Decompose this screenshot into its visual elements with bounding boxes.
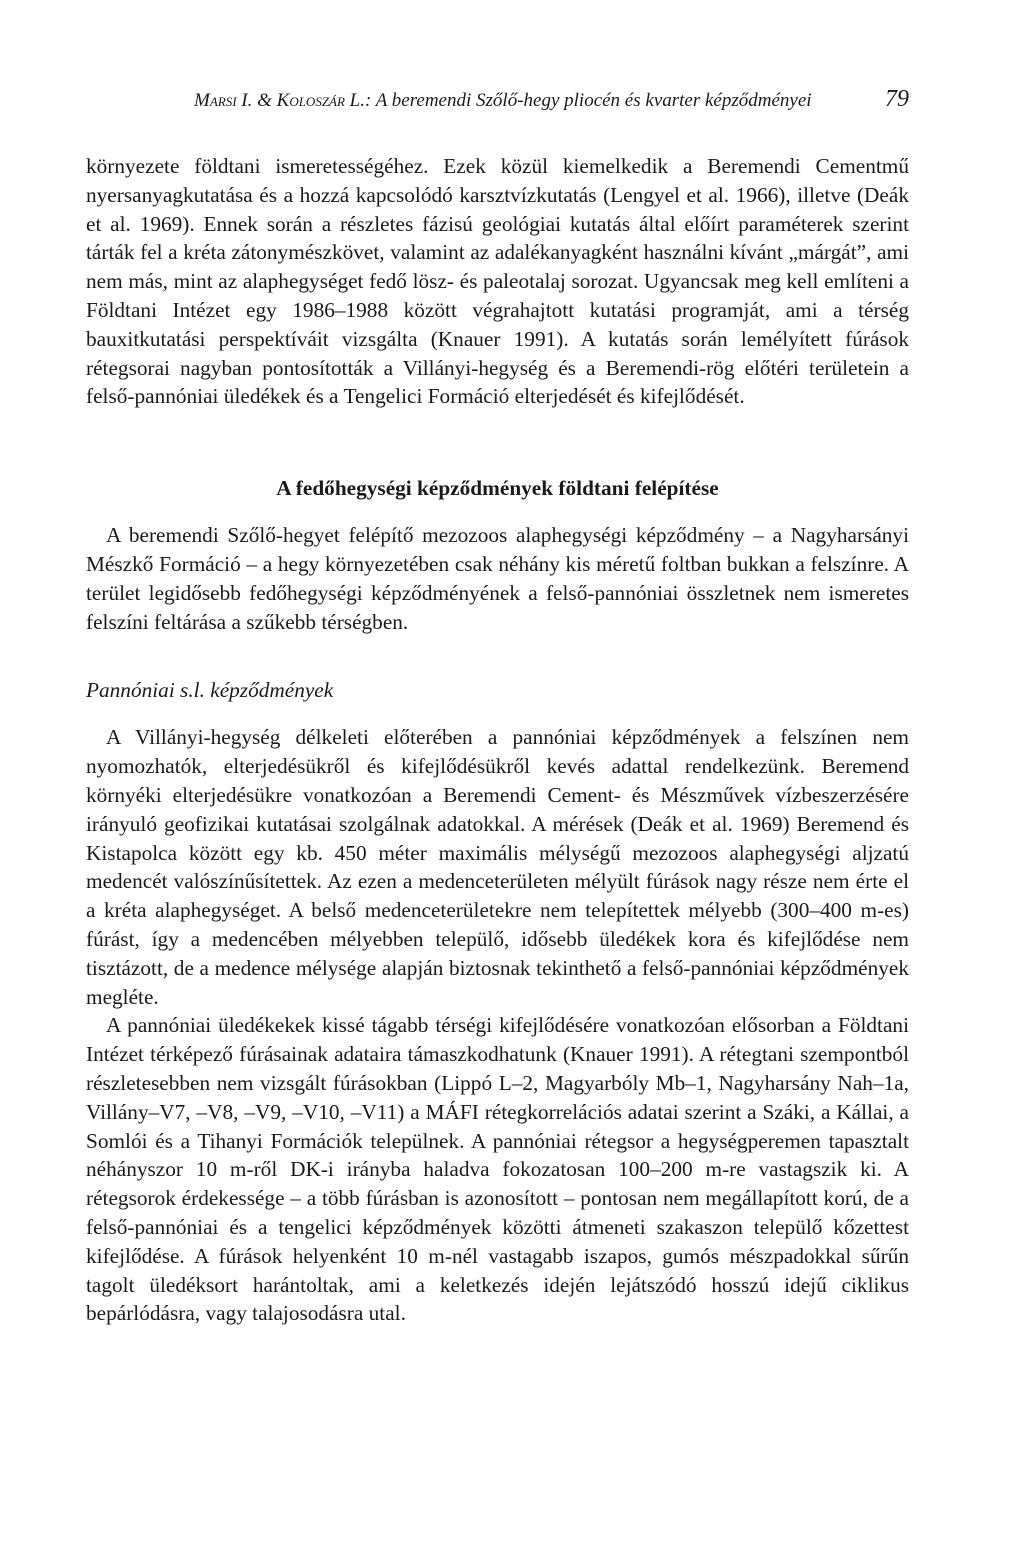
paragraph-pannonian-distribution: A Villányi-hegység délkeleti előterében a pannóniai képződmények a felszínen nem nyomozhatók, elterjedésükről és kifejlődésükről kevés adattal rendelkezünk. Beremend környéki elterjedésükre vonatkozóan a Beremendi Cement- és Mészművek vízbeszerzésére irányuló geofizikai kutatásai szolgálnak adatokkal. A mérések (Deák et al. 1969) Beremend és Kistapolca között egy kb. 450 méter maximális mélységű mezozoos alaphegységi aljzatú medencét valószínűsítettek. Az ezen a medenceterületen mélyült fúrások nagy része nem érte el a kréta alaphegységet. A belső medenceterületekre nem telepítettek mélyebb (300–400 m-es) fúrást, így a medencében mélyebben települő, idősebb üledékek kora és kifejlődése nem tisztázott, de a medence mélysége alapján biztosnak tekinthető a felső-pannóniai képződmények megléte. <box>86 725 909 1009</box>
section-heading: A fedőhegységi képződmények földtani felépítése <box>276 476 719 501</box>
page-number: 79 <box>885 86 909 112</box>
running-header <box>86 86 909 126</box>
page <box>86 86 909 1328</box>
paragraph-pannonian-boreholes: A pannóniai üledékekek kissé tágabb térségi kifejlődésére vonatkozóan elősorban a Földtani Intézet térképező fúrásainak adataira támaszkodhatunk (Knauer 1991). A rétegtani szempontból részletesebben nem vizsgált fúrásokban (Lippó L–2, Magyarbóly Mb–1, Nagyharsány Nah–1a, Villány–V7, –V8, –V9, –V10, –V11) a MÁFI rétegkorrelációs adatai szerint a Száki, a Kállai, a Somlói és a Tihanyi Formációk települnek. A pannóniai rétegsor a hegységperemen tapasztalt néhányszor 10 m-ről DK-i irányba haladva fokozatosan 100–200 m-re vastagszik ki. A rétegsorok érdekessége – a több fúrásban is azonosított – pontosan nem megállapított korú, de a felső-pannóniai és a tengelici képződmények közötti átmeneti szakaszon települő kőzettest kifejlődése. A fúrások helyenként 10 m-nél vastagabb iszapos, gumós mészpadokkal sűrűn tagolt üledéksort harántoltak, ami a keletkezés idején lejátszódó hosszú idejű ciklikus bepárlódásra, vagy talajosodásra utal. <box>86 1013 909 1326</box>
header-title <box>194 90 812 112</box>
paragraph-continuation: környezete földtani ismeretességéhez. Ezek közül kiemelkedik a Beremendi Cementmű nyersanyagkutatása és a hozzá kapcsolódó karsztvízkutatás (Lengyel et al. 1966), illetve (Deák et al. 1969). Ennek során a részletes fázisú geológiai kutatás által előírt paraméterek szerint tárták fel a kréta zátonymészkövet, valamint az adalékanyagként használni kívánt „márgát”, ami nem más, mint az alaphegységet fedő lösz- és paleotalaj sorozat. Ugyancsak meg kell említeni a Földtani Intézet egy 1986–1988 között végrahajtott kutatási programját, ami a térség bauxitkutatási perspektíváit vizsgálta (Knauer 1991). A kutatás során lemélyített fúrások rétegsorai nagyban pontosították a Villányi-hegység és a Beremendi-rög előtéri területein a felső-pannóniai üledékek és a Tengelici Formáció elterjedését és kifejlődését. <box>86 154 909 409</box>
paragraph-basement: A beremendi Szőlő-hegyet felépítő mezozoos alaphegységi képződmény – a Nagyharsányi Mészkő Formáció – a hegy környezetében csak néhány kis méretű foltban bukkan a felszínre. A terület legidősebb fedőhegységi képződményének a felső-pannóniai összletnek nem ismeretes felszíni feltárása a szűkebb térségben. <box>86 523 909 634</box>
subsection-heading: Pannóniai s.l. képződmények <box>86 678 334 703</box>
header-authors: Marsi I. & Koloszár L.: <box>194 90 372 111</box>
header-article-title: A beremendi Szőlő-hegy pliocén és kvarter képződményei <box>375 90 812 111</box>
